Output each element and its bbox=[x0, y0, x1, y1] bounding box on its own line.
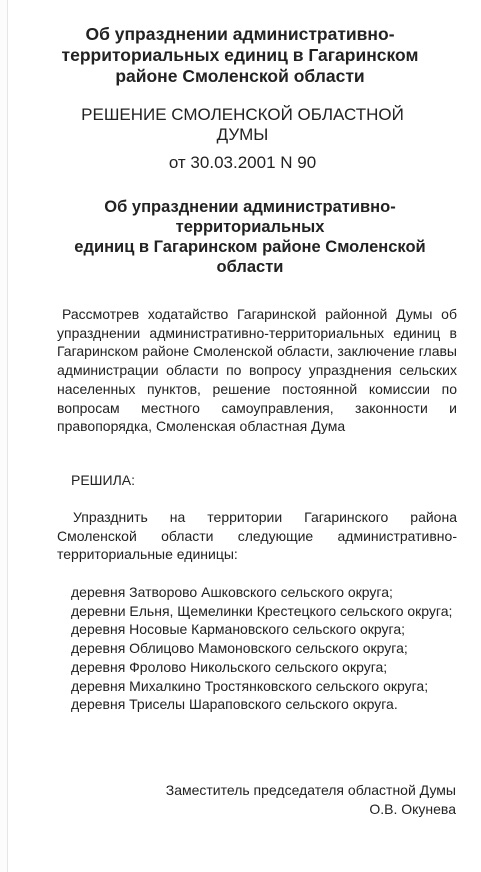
decree-paragraph: Упразднить на территории Гагаринского района Смоленской области следующие административно-территориальные единицы: bbox=[57, 509, 457, 563]
signature-block bbox=[100, 781, 456, 819]
subtitle-line: единиц в Гагаринском районе Смоленской bbox=[74, 238, 426, 256]
document-subtitle bbox=[40, 197, 460, 277]
subtitle-line: Об упразднении административно- bbox=[104, 198, 396, 216]
list-item: деревня Затворово Ашковского сельского округа; bbox=[71, 584, 393, 600]
signatory-name: О.В. Окунева bbox=[369, 801, 456, 817]
document-title: Об упразднении административно-территориальных единиц в Гагаринском районе Смоленской области bbox=[61, 24, 419, 86]
decision-date: от 30.03.2001 N 90 bbox=[168, 153, 317, 172]
resolved-label: РЕШИЛА: bbox=[71, 472, 135, 488]
village-list bbox=[57, 583, 457, 714]
list-item: деревня Фролово Никольского сельского округа; bbox=[71, 658, 388, 675]
intro-paragraph: Рассмотрев ходатайство Гагаринской районной Думы об упразднении административно-территориальных единиц в Гагаринском районе Смоленской области, заключение главы администрации области по вопросу упразднения сельских населенных пунктов, решение постоянной комиссии по вопросам местного самоуправления, законности и правопорядка, Смоленская областная Дума bbox=[57, 306, 457, 435]
list-item: деревня Михалкино Тростянковского сельского округа; bbox=[71, 677, 429, 694]
list-item: деревня Облицово Мамоновского сельского округа; bbox=[71, 640, 408, 657]
page-edge bbox=[0, 0, 8, 872]
list-item: деревня Носовые Кармановского сельского округа; bbox=[71, 621, 406, 638]
subtitle-line: области bbox=[216, 258, 284, 276]
decision-heading: РЕШЕНИЕ СМОЛЕНСКОЙ ОБЛАСТНОЙ ДУМЫ bbox=[81, 105, 404, 144]
subtitle-line: территориальных bbox=[175, 218, 325, 236]
list-item: деревня Триселы Шараповского сельского округа. bbox=[71, 696, 398, 713]
list-item: деревни Ельня, Щемелинки Крестецкого сельского округа; bbox=[71, 602, 453, 619]
signatory-position: Заместитель председателя областной Думы bbox=[165, 782, 456, 798]
